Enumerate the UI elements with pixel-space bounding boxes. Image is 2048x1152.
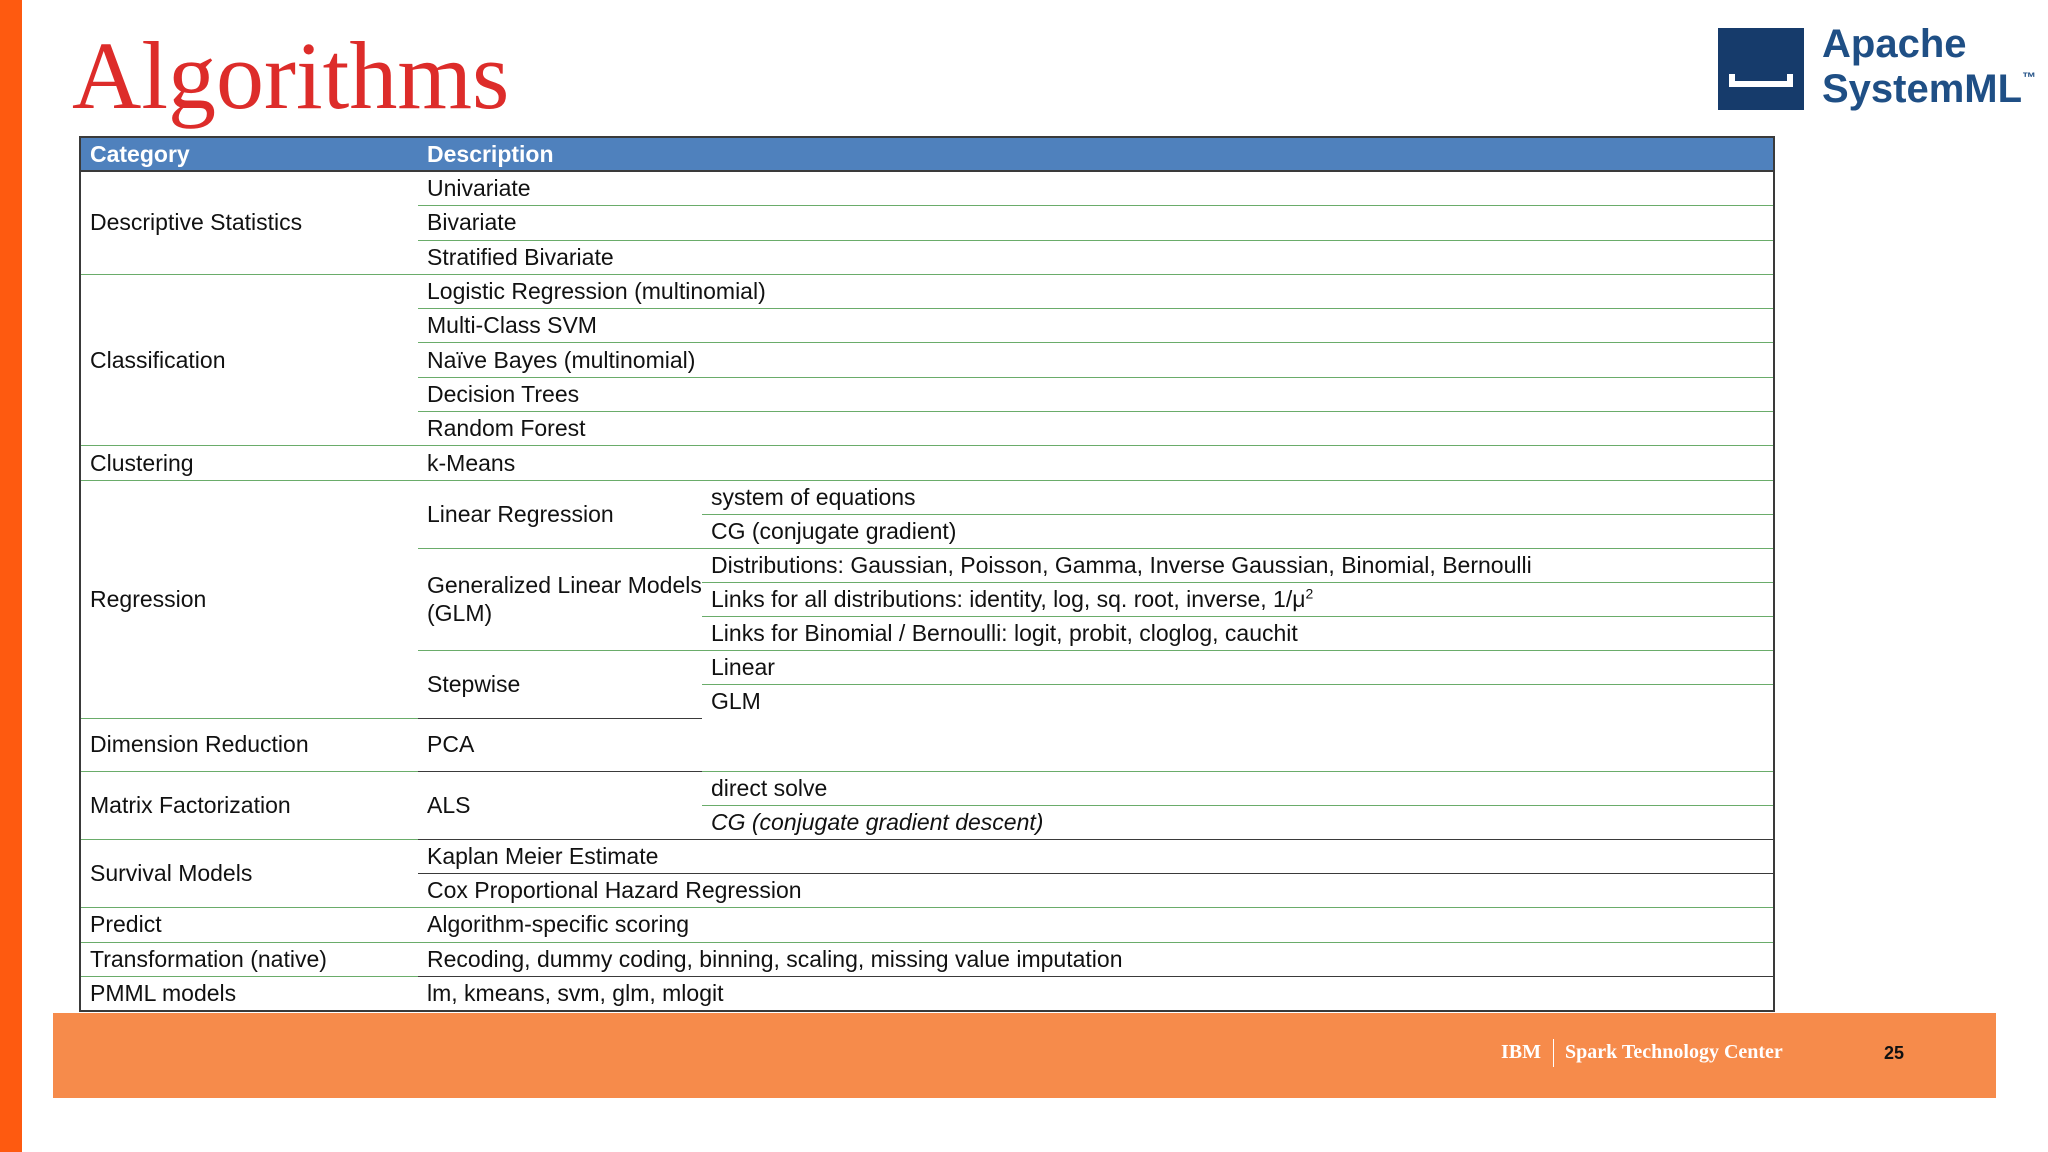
variant-cell: Links for Binomial / Bernoulli: logit, probit, cloglog, cauchit xyxy=(702,616,1774,650)
table-row xyxy=(80,771,1774,805)
method-cell: Stepwise xyxy=(418,650,702,718)
footer-band xyxy=(53,1013,1996,1098)
table-row xyxy=(80,446,1774,480)
category-cell: Regression xyxy=(80,480,418,718)
variant-cell: Distributions: Gaussian, Poisson, Gamma, Inverse Gaussian, Binomial, Bernoulli xyxy=(702,548,1774,582)
category-cell: Matrix Factorization xyxy=(80,771,418,839)
description-cell: Kaplan Meier Estimate xyxy=(418,839,1774,873)
table-row xyxy=(80,976,1774,1011)
variant-cell: CG (conjugate gradient descent) xyxy=(702,805,1774,839)
table-row xyxy=(80,942,1774,976)
description-cell: Stratified Bivariate xyxy=(418,240,1774,274)
algorithms-table xyxy=(79,136,1775,1012)
ibm-logo: IBM xyxy=(1501,1041,1541,1063)
links-all-text: Links for all distributions: identity, log, sq. root, inverse, 1/μ xyxy=(711,585,1306,612)
table-row xyxy=(80,908,1774,942)
description-cell: lm, kmeans, svm, glm, mlogit xyxy=(418,976,1774,1011)
table-row xyxy=(80,274,1774,308)
logo-line-1: Apache xyxy=(1822,22,1967,66)
category-cell: Dimension Reduction xyxy=(80,718,418,771)
logo-line-2-text: SystemML xyxy=(1822,67,2023,111)
header-row xyxy=(80,137,1774,171)
category-cell: PMML models xyxy=(80,976,418,1011)
variant-cell: direct solve xyxy=(702,771,1774,805)
category-cell: Clustering xyxy=(80,446,418,480)
description-cell: Univariate xyxy=(418,171,1774,206)
category-cell: Descriptive Statistics xyxy=(80,171,418,274)
method-cell: Generalized Linear Models (GLM) xyxy=(418,548,702,650)
variant-cell xyxy=(702,582,1774,616)
spark-technology-center-label: Spark Technology Center xyxy=(1565,1041,1783,1063)
description-cell: Recoding, dummy coding, binning, scaling, missing value imputation xyxy=(418,942,1774,976)
superscript: 2 xyxy=(1305,585,1314,602)
table-row xyxy=(80,839,1774,873)
description-cell: Logistic Regression (multinomial) xyxy=(418,274,1774,308)
trademark-symbol: ™ xyxy=(2022,69,2037,85)
logo-mark xyxy=(1718,28,1804,110)
description-cell: Decision Trees xyxy=(418,377,1774,411)
table-row xyxy=(80,718,1774,771)
variant-cell: system of equations xyxy=(702,480,1774,514)
table-row xyxy=(80,171,1774,206)
table-row xyxy=(80,480,1774,514)
description-cell: Multi-Class SVM xyxy=(418,309,1774,343)
method-cell: PCA xyxy=(418,718,702,771)
slide-title: Algorithms xyxy=(72,22,510,129)
description-cell: Algorithm-specific scoring xyxy=(418,908,1774,942)
accent-bar xyxy=(0,0,22,1152)
category-cell: Predict xyxy=(80,908,418,942)
footer-divider xyxy=(1553,1039,1554,1067)
header-category: Category xyxy=(80,137,418,171)
category-cell: Transformation (native) xyxy=(80,942,418,976)
logo-wordmark xyxy=(1822,22,2036,112)
method-cell: ALS xyxy=(418,771,702,839)
description-cell: k-Means xyxy=(418,446,1774,480)
page-number: 25 xyxy=(1884,1043,1905,1063)
description-cell: Bivariate xyxy=(418,206,1774,240)
description-cell: Cox Proportional Hazard Regression xyxy=(418,873,1774,907)
category-cell: Classification xyxy=(80,274,418,445)
header-description: Description xyxy=(418,137,1774,171)
description-cell: Random Forest xyxy=(418,412,1774,446)
description-cell: Naïve Bayes (multinomial) xyxy=(418,343,1774,377)
logo-line-2 xyxy=(1822,67,2036,112)
apache-systemml-logo xyxy=(1718,22,2038,118)
empty-cell xyxy=(702,718,1774,771)
variant-cell: CG (conjugate gradient) xyxy=(702,514,1774,548)
category-cell: Survival Models xyxy=(80,839,418,908)
bracket-icon xyxy=(1718,28,1804,110)
variant-cell: Linear xyxy=(702,650,1774,684)
method-cell: Linear Regression xyxy=(418,480,702,548)
variant-cell: GLM xyxy=(702,684,1774,718)
